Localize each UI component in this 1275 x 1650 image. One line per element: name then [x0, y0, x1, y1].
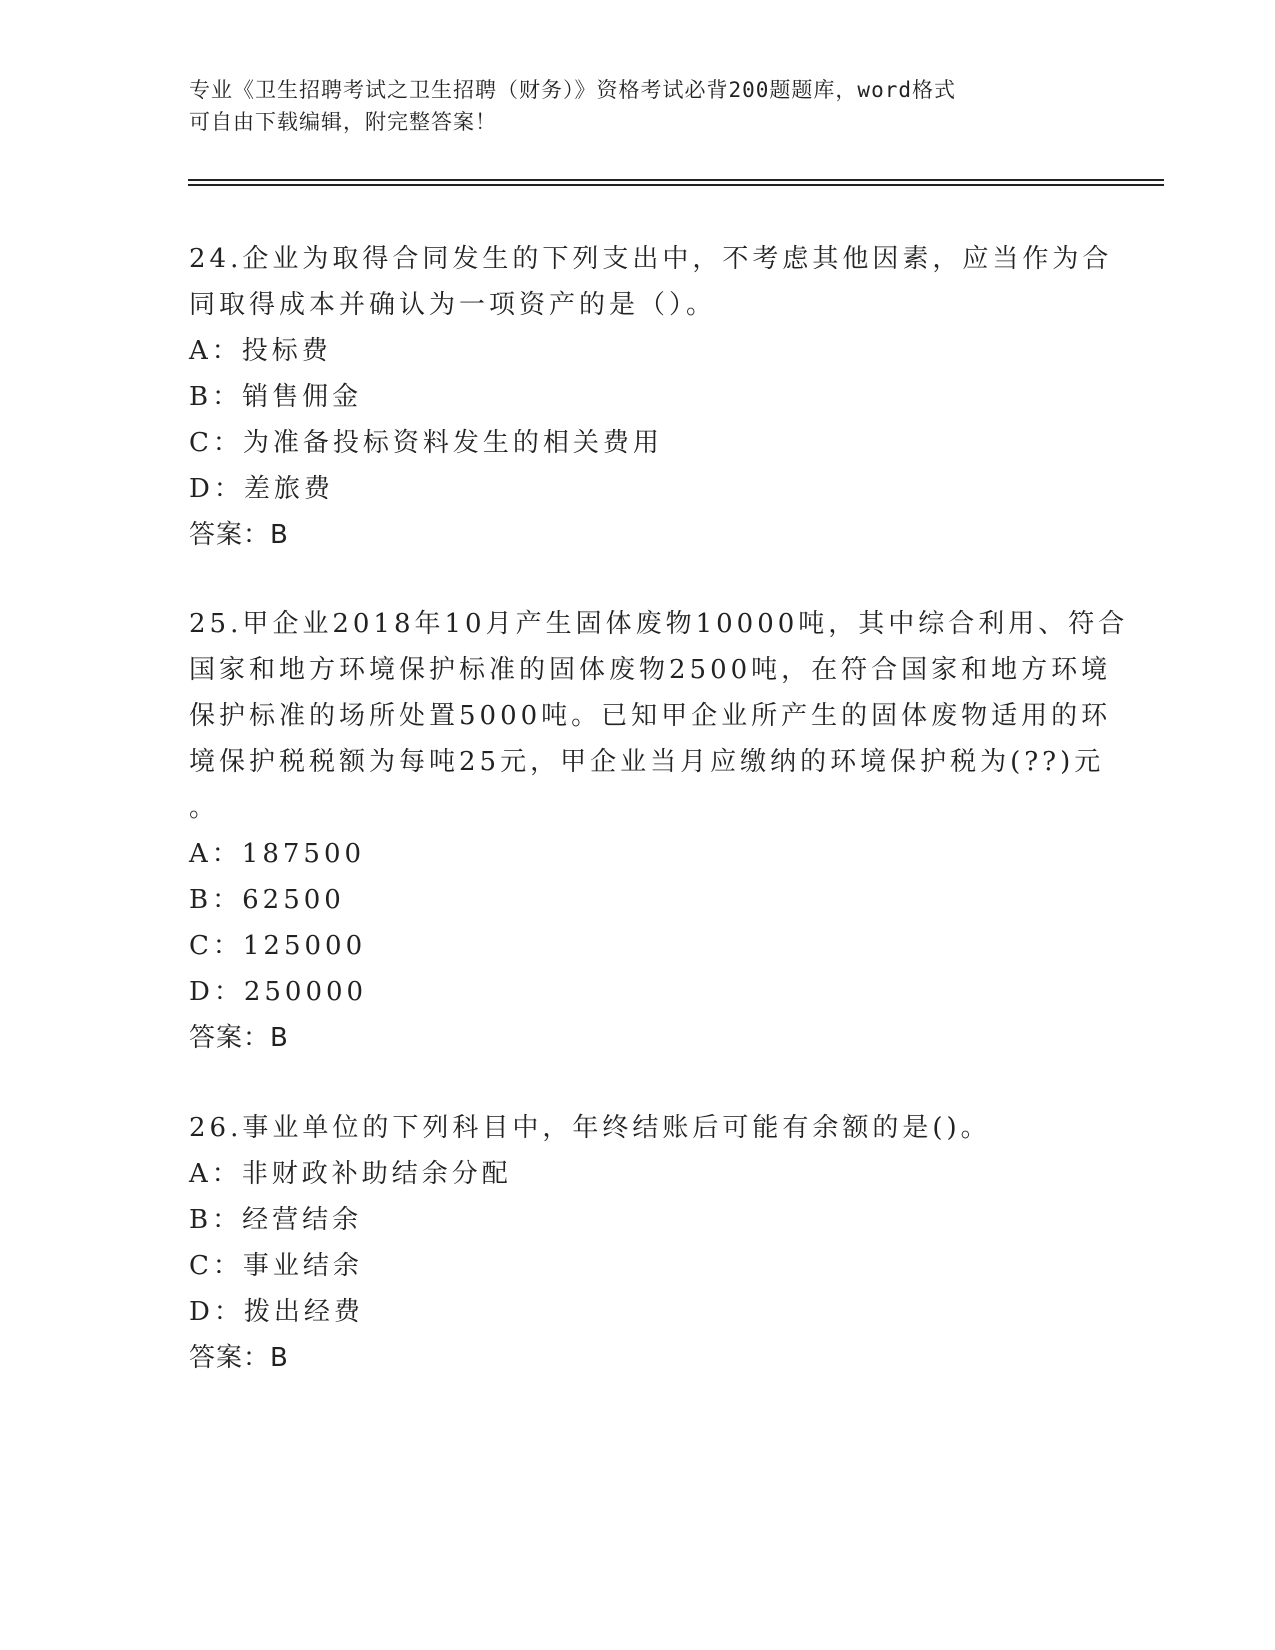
option-b: B：经营结余: [189, 1205, 363, 1235]
answer-line: 答案：B: [189, 520, 289, 550]
option-c: C：为准备投标资料发生的相关费用: [189, 428, 663, 458]
option-a: A：非财政补助结余分配: [189, 1159, 512, 1189]
option-b: B：62500: [189, 885, 345, 915]
header-line-1: 专业《卫生招聘考试之卫生招聘（财务）》资格考试必背200题题库，word格式: [189, 78, 956, 102]
question-stem: [189, 236, 1113, 328]
header-divider-top: [188, 179, 1164, 181]
question-stem: [189, 1105, 1089, 1151]
option-a: A：投标费: [189, 336, 332, 366]
stem-line: 25.甲企业2018年10月产生固体废物10000吨，其中综合利用、符合: [189, 609, 1129, 639]
header-divider-bottom: [188, 184, 1164, 186]
stem-line: 。: [189, 793, 220, 823]
header-line-2: 可自由下载编辑，附完整答案！: [189, 110, 497, 134]
option-c: C：事业结余: [189, 1251, 363, 1281]
answer-line: 答案：B: [189, 1343, 289, 1373]
answer-line: 答案：B: [189, 1023, 289, 1053]
question-24: [189, 236, 1113, 558]
option-a: A：187500: [189, 839, 366, 869]
stem-line: 国家和地方环境保护标准的固体废物2500吨，在符合国家和地方环境: [189, 655, 1112, 685]
option-c: C：125000: [189, 931, 367, 961]
question-25: [189, 601, 1129, 1061]
question-stem: [189, 601, 1129, 831]
option-d: D：250000: [189, 977, 368, 1007]
stem-line: 26.事业单位的下列科目中，年终结账后可能有余额的是()。: [189, 1113, 991, 1143]
option-b: B：销售佣金: [189, 382, 363, 412]
stem-line: 保护标准的场所处置5000吨。已知甲企业所产生的固体废物适用的环: [189, 701, 1112, 731]
question-26: [189, 1105, 1089, 1381]
option-d: D：差旅费: [189, 474, 334, 504]
stem-line: 同取得成本并确认为一项资产的是（）。: [189, 290, 717, 320]
stem-line: 境保护税税额为每吨25元，甲企业当月应缴纳的环境保护税为(??)元: [189, 747, 1105, 777]
option-d: D：拨出经费: [189, 1297, 364, 1327]
stem-line: 24.企业为取得合同发生的下列支出中，不考虑其他因素，应当作为合: [189, 244, 1113, 274]
document-header: [189, 74, 1089, 138]
